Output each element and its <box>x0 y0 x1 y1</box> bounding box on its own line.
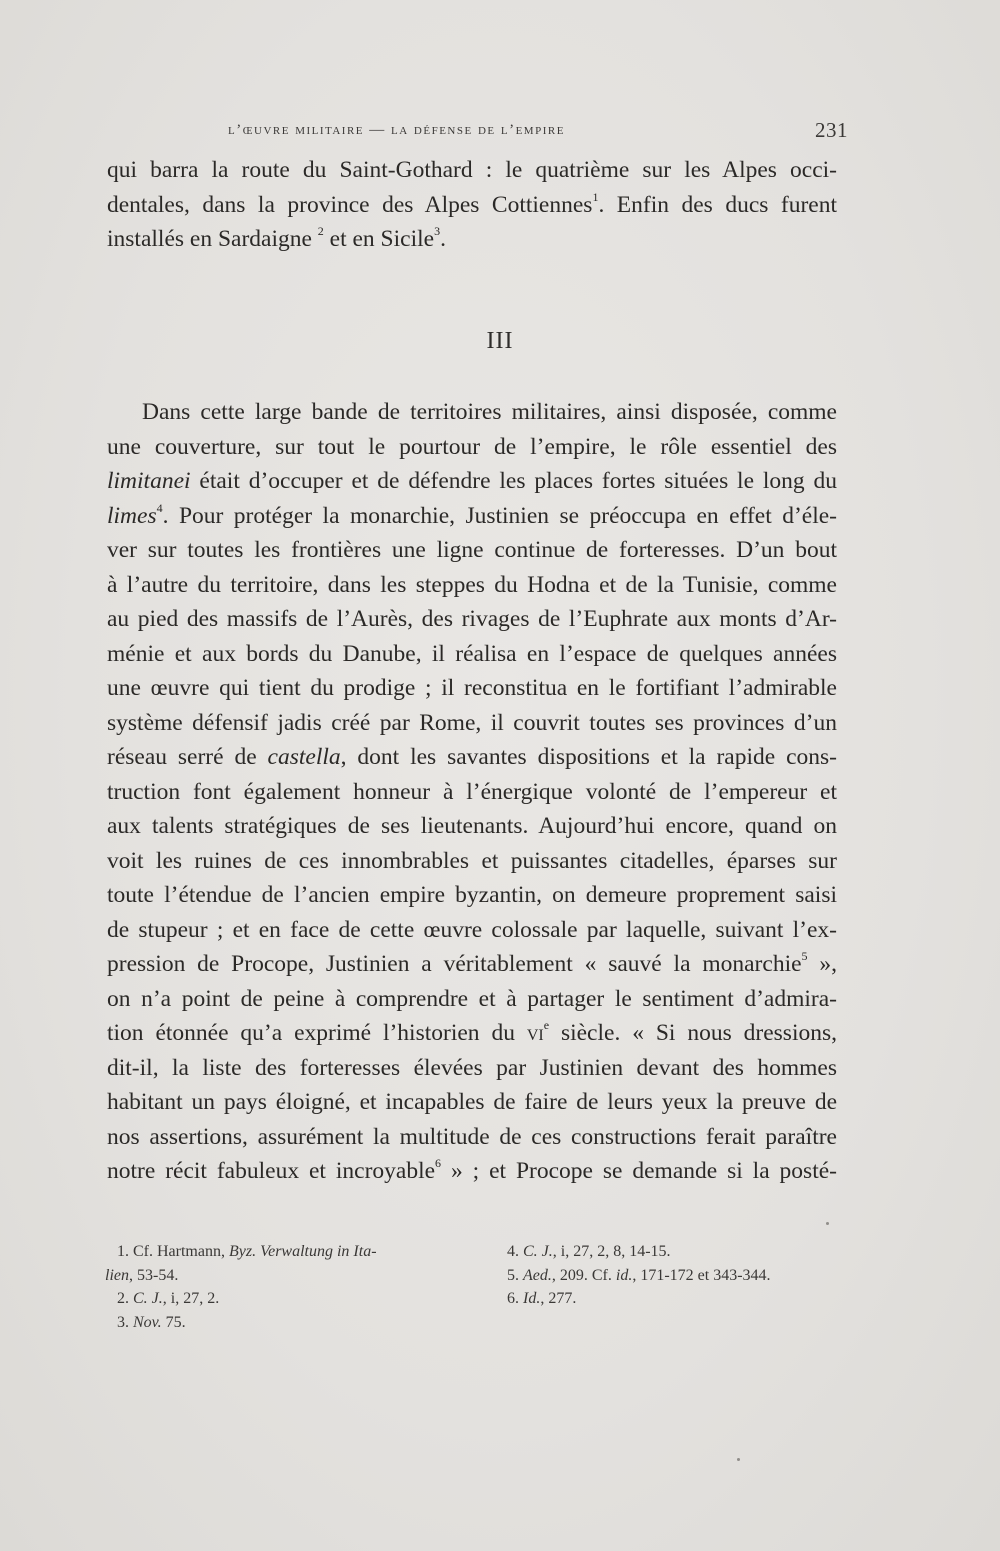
text-run: était d’occuper et de défendre les places fortes situées le long du <box>190 468 837 494</box>
text-run: on n’a point de peine à comprendre et à partager le sentiment d’admira- <box>107 985 837 1012</box>
text-line <box>107 222 837 257</box>
text-line <box>107 1120 837 1155</box>
italic-term: limitanei <box>107 468 191 494</box>
text-run: dit-il, la liste des forteresses élevées par Justinien devant des hommes <box>107 1054 837 1081</box>
text-line <box>107 1154 837 1189</box>
text-run: , 209. Cf. <box>551 1266 616 1284</box>
text-line <box>107 740 837 775</box>
text-run: système défensif jadis créé par Rome, il couvrit toutes ses provinces d’un <box>107 709 837 736</box>
italic-term: Byz. Verwaltung in Ita- <box>228 1243 377 1260</box>
italic-term: Id. <box>523 1290 541 1307</box>
italic-term: C. J. <box>523 1243 553 1260</box>
text-run: voit les ruines de ces innombrables et puissantes citadelles, éparses sur <box>107 847 837 874</box>
text-line <box>107 188 837 223</box>
text-line <box>107 533 837 568</box>
text-run: 75. <box>161 1313 186 1331</box>
text-line <box>107 568 837 603</box>
paragraph-continued <box>107 153 837 257</box>
text-line <box>107 1016 837 1051</box>
text-run: réseau serré de <box>107 744 268 770</box>
footnote-ref: 3 <box>434 224 441 239</box>
text-run: 3. <box>117 1313 133 1331</box>
text-run: aux talents stratégiques de ses lieutenants. Aujourd’hui encore, quand on <box>107 813 837 839</box>
footnote <box>507 1240 852 1264</box>
italic-term: id. <box>615 1266 633 1284</box>
text-run: , 53-54. <box>129 1266 179 1284</box>
text-run: 5. <box>507 1266 523 1284</box>
text-run: », <box>807 951 837 977</box>
paper-speck <box>826 1222 829 1225</box>
running-title: l’œuvre militaire — la défense de l’empire <box>228 122 565 138</box>
section-heading: III <box>486 328 514 354</box>
text-run: Dans cette large bande de territoires militaires, ainsi disposée, comme <box>142 399 837 425</box>
text-run: truction font également honneur à l’énergique volonté de l’empereur et <box>107 778 837 805</box>
text-run: et en Sicile <box>323 226 435 252</box>
text-run: pression de Procope, Justinien a véritablement « sauvé la monarchie <box>107 951 802 977</box>
text-line <box>107 1051 837 1086</box>
italic-term: C. J. <box>133 1290 163 1307</box>
text-run: 6. <box>507 1290 523 1307</box>
text-line <box>107 947 837 982</box>
text-run: . <box>440 226 446 252</box>
century-numeral: vi <box>526 1020 544 1046</box>
text-line <box>107 982 837 1017</box>
text-line <box>107 878 837 913</box>
text-run: qui barra la route du Saint-Gothard : le quatrième sur les Alpes occi- <box>107 157 837 183</box>
text-run: » ; et Procope se demande si la posté- <box>441 1158 837 1184</box>
text-run: habitant un pays éloigné, et incapables de faire de leurs yeux la preuve de <box>107 1089 837 1115</box>
page-number: 231 <box>815 118 848 142</box>
italic-term: Nov. <box>133 1313 162 1331</box>
text-run: tion étonnée qu’a exprimé l’historien du <box>107 1020 527 1046</box>
text-line <box>107 775 837 810</box>
text-run: , i, 27, 2. <box>162 1290 220 1307</box>
text-run: à l’autre du territoire, dans les steppes du Hodna et de la Tunisie, comme <box>107 571 837 598</box>
text-run: de stupeur ; et en face de cette œuvre colossale par laquelle, suivant l’ex- <box>107 916 837 943</box>
text-run: une œuvre qui tient du prodige ; il reconstitua en le fortifiant l’admirable <box>107 675 837 701</box>
text-run: 4. <box>507 1243 523 1260</box>
text-line <box>107 637 837 672</box>
italic-term: Aed. <box>523 1266 552 1284</box>
text-line <box>107 913 837 948</box>
text-run: ver sur toutes les frontières une ligne continue de forteresses. D’un bout <box>107 537 837 563</box>
text-run: installés en Sardaigne <box>107 226 318 252</box>
footnote-ref: 6 <box>435 1156 442 1171</box>
italic-term: castella <box>267 744 341 770</box>
footnotes-left-column <box>105 1240 465 1334</box>
paper-speck <box>737 1458 740 1461</box>
text-line <box>107 464 837 499</box>
paragraph-main <box>107 395 837 1189</box>
text-run: , i, 27, 2, 8, 14-15. <box>552 1243 671 1260</box>
text-line <box>107 671 837 706</box>
text-line <box>107 706 837 741</box>
text-run: . Pour protéger la monarchie, Justinien se préoccupa en effet d’éle- <box>162 502 837 529</box>
text-line <box>107 1085 837 1120</box>
text-run: siècle. « Si nous dressions, <box>549 1020 837 1046</box>
text-run: 2. <box>117 1290 133 1307</box>
footnote <box>507 1264 852 1288</box>
footnote <box>507 1287 852 1311</box>
text-line <box>107 602 837 637</box>
footnote-ref: 1 <box>592 189 599 204</box>
footnote-ref: 2 <box>317 224 324 239</box>
text-line <box>107 499 837 534</box>
text-line <box>107 430 837 465</box>
footnote <box>105 1311 465 1335</box>
text-line <box>107 153 837 188</box>
footnote-ref: 5 <box>801 949 808 964</box>
footnote <box>105 1240 465 1264</box>
italic-term: lien <box>105 1266 129 1284</box>
italic-term: limes <box>107 502 157 529</box>
text-run: , dont les savantes dispositions et la rapide cons- <box>340 744 837 770</box>
footnote <box>105 1287 465 1311</box>
text-run: ménie et aux bords du Danube, il réalisa en l’espace de quelques années <box>107 640 837 667</box>
text-run: nos assertions, assurément la multitude de ces constructions ferait paraître <box>107 1123 837 1150</box>
footnote-ref: 4 <box>156 500 163 515</box>
footnote-ref: e <box>543 1018 550 1033</box>
text-run: toute l’étendue de l’ancien empire byzantin, on demeure proprement saisi <box>107 882 837 908</box>
text-line <box>107 809 837 844</box>
text-line <box>107 395 837 430</box>
text-run: au pied des massifs de l’Aurès, des rivages de l’Euphrate aux monts d’Ar- <box>107 606 837 632</box>
footnote <box>105 1264 465 1288</box>
text-line <box>107 844 837 879</box>
text-run: dentales, dans la province des Alpes Cottiennes <box>107 191 593 218</box>
text-run: . Enfin des ducs furent <box>598 191 837 218</box>
text-run: 1. Cf. Hartmann, <box>117 1243 229 1260</box>
text-run: notre récit fabuleux et incroyable <box>107 1158 436 1184</box>
text-run: une couverture, sur tout le pourtour de l’empire, le rôle essentiel des <box>107 433 837 460</box>
footnotes-right-column <box>507 1240 852 1311</box>
text-run: , 277. <box>540 1290 577 1307</box>
text-run: , 171-172 et 343-344. <box>632 1266 771 1284</box>
